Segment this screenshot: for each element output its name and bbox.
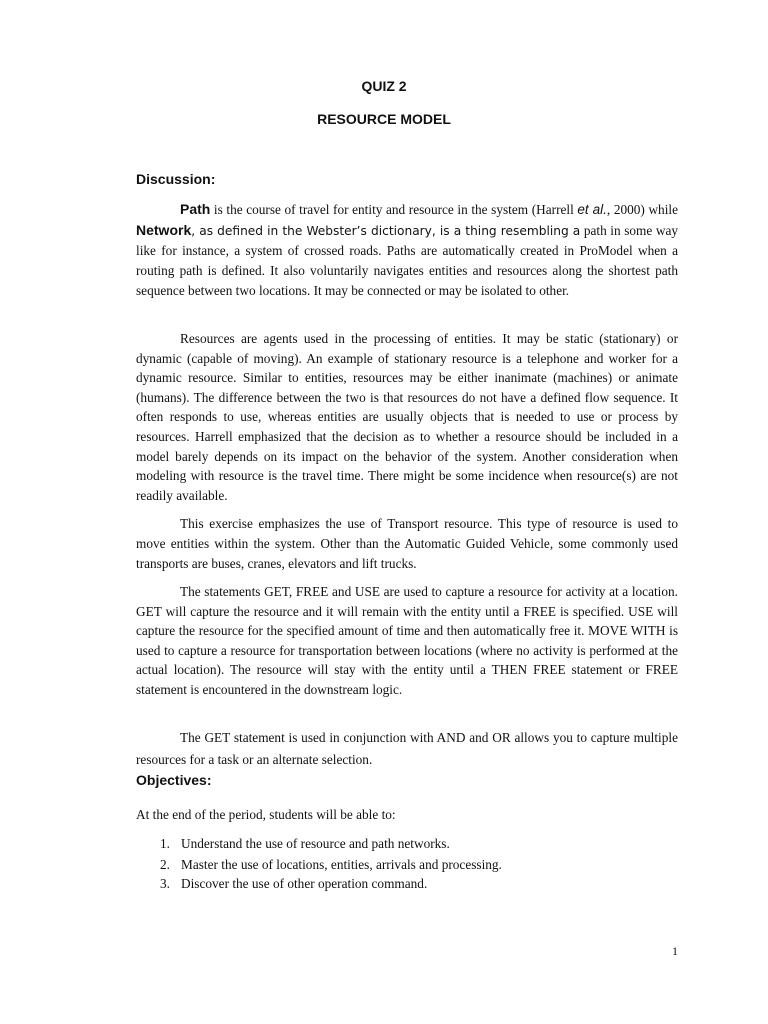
list-item	[160, 874, 502, 893]
objectives-heading: Objectives:	[136, 772, 212, 788]
path-text-1: is the course of travel for entity and resource in the system (Harrell	[210, 202, 578, 217]
list-item-number: 3.	[160, 876, 170, 891]
path-text-2: , 2000) while	[606, 202, 678, 217]
network-term: Network	[136, 222, 192, 238]
list-item	[160, 855, 502, 874]
list-item-text: Master the use of locations, entities, arrivals and processing.	[181, 857, 502, 872]
path-text-4: path in some way like for instance, a system of crossed roads. Paths are automatically created in ProModel when a routing path is defined. It also voluntarily navigates entities and resources along the shortest path sequence between two locations. It may be connected or may be isolated to other.	[136, 223, 678, 298]
objectives-list	[160, 834, 502, 893]
discussion-heading: Discussion:	[136, 171, 216, 187]
list-item-text: Discover the use of other operation command.	[181, 876, 428, 891]
list-item-text: Understand the use of resource and path networks.	[181, 836, 450, 851]
list-item	[160, 834, 502, 855]
quiz-title: QUIZ 2	[361, 78, 407, 94]
get-statement-paragraph: The GET statement is used in conjunction with AND and OR allows you to capture multiple resources for a task or an alternate selection.	[136, 730, 678, 767]
document-title: RESOURCE MODEL	[317, 111, 451, 127]
et-al-citation: et al.	[577, 202, 607, 217]
page-number: 1	[672, 944, 678, 958]
objectives-intro: At the end of the period, students will be able to:	[136, 807, 396, 822]
path-term: Path	[180, 201, 211, 217]
path-paragraph	[136, 199, 678, 301]
list-item-number: 2.	[160, 857, 170, 872]
resources-paragraph: Resources are agents used in the processing of entities. It may be static (stationary) or dynamic (capable of moving). An example of stationary resource is a telephone and worker for a dynamic resource. Similar to entities, resources may be either inanimate (machines) or animate (humans). The difference between the two is that resources do not have a defined flow sequence. It often responds to use, whereas entities are usually objects that is needed to use or process by resources. Harrell emphasized that the decision as to whether a resource should be included in a model barely depends on its impact on the behavior of the system. Another consideration when modeling with resource is the travel time. There might be some incidence when resource(s) are not readily available.	[136, 331, 678, 503]
transport-paragraph: This exercise emphasizes the use of Transport resource. This type of resource is used to move entities within the system. Other than the Automatic Guided Vehicle, some commonly used transports are buses, cranes, elevators and lift trucks.	[136, 516, 678, 571]
path-text-3: , as defined in the Webster’s dictionary, is a thing resembling a	[191, 224, 581, 238]
list-item-number: 1.	[160, 836, 170, 851]
statements-paragraph: The statements GET, FREE and USE are used to capture a resource for activity at a location. GET will capture the resource and it will remain with the entity until a FREE is specified. USE will capture the resource for the specified amount of time and then automatically free it. MOVE WITH is used to capture a resource for transportation between locations (where no activity is performed at the actual location). The resource will stay with the entity until a THEN FREE statement or FREE statement is encountered in the downstream logic.	[136, 584, 678, 697]
